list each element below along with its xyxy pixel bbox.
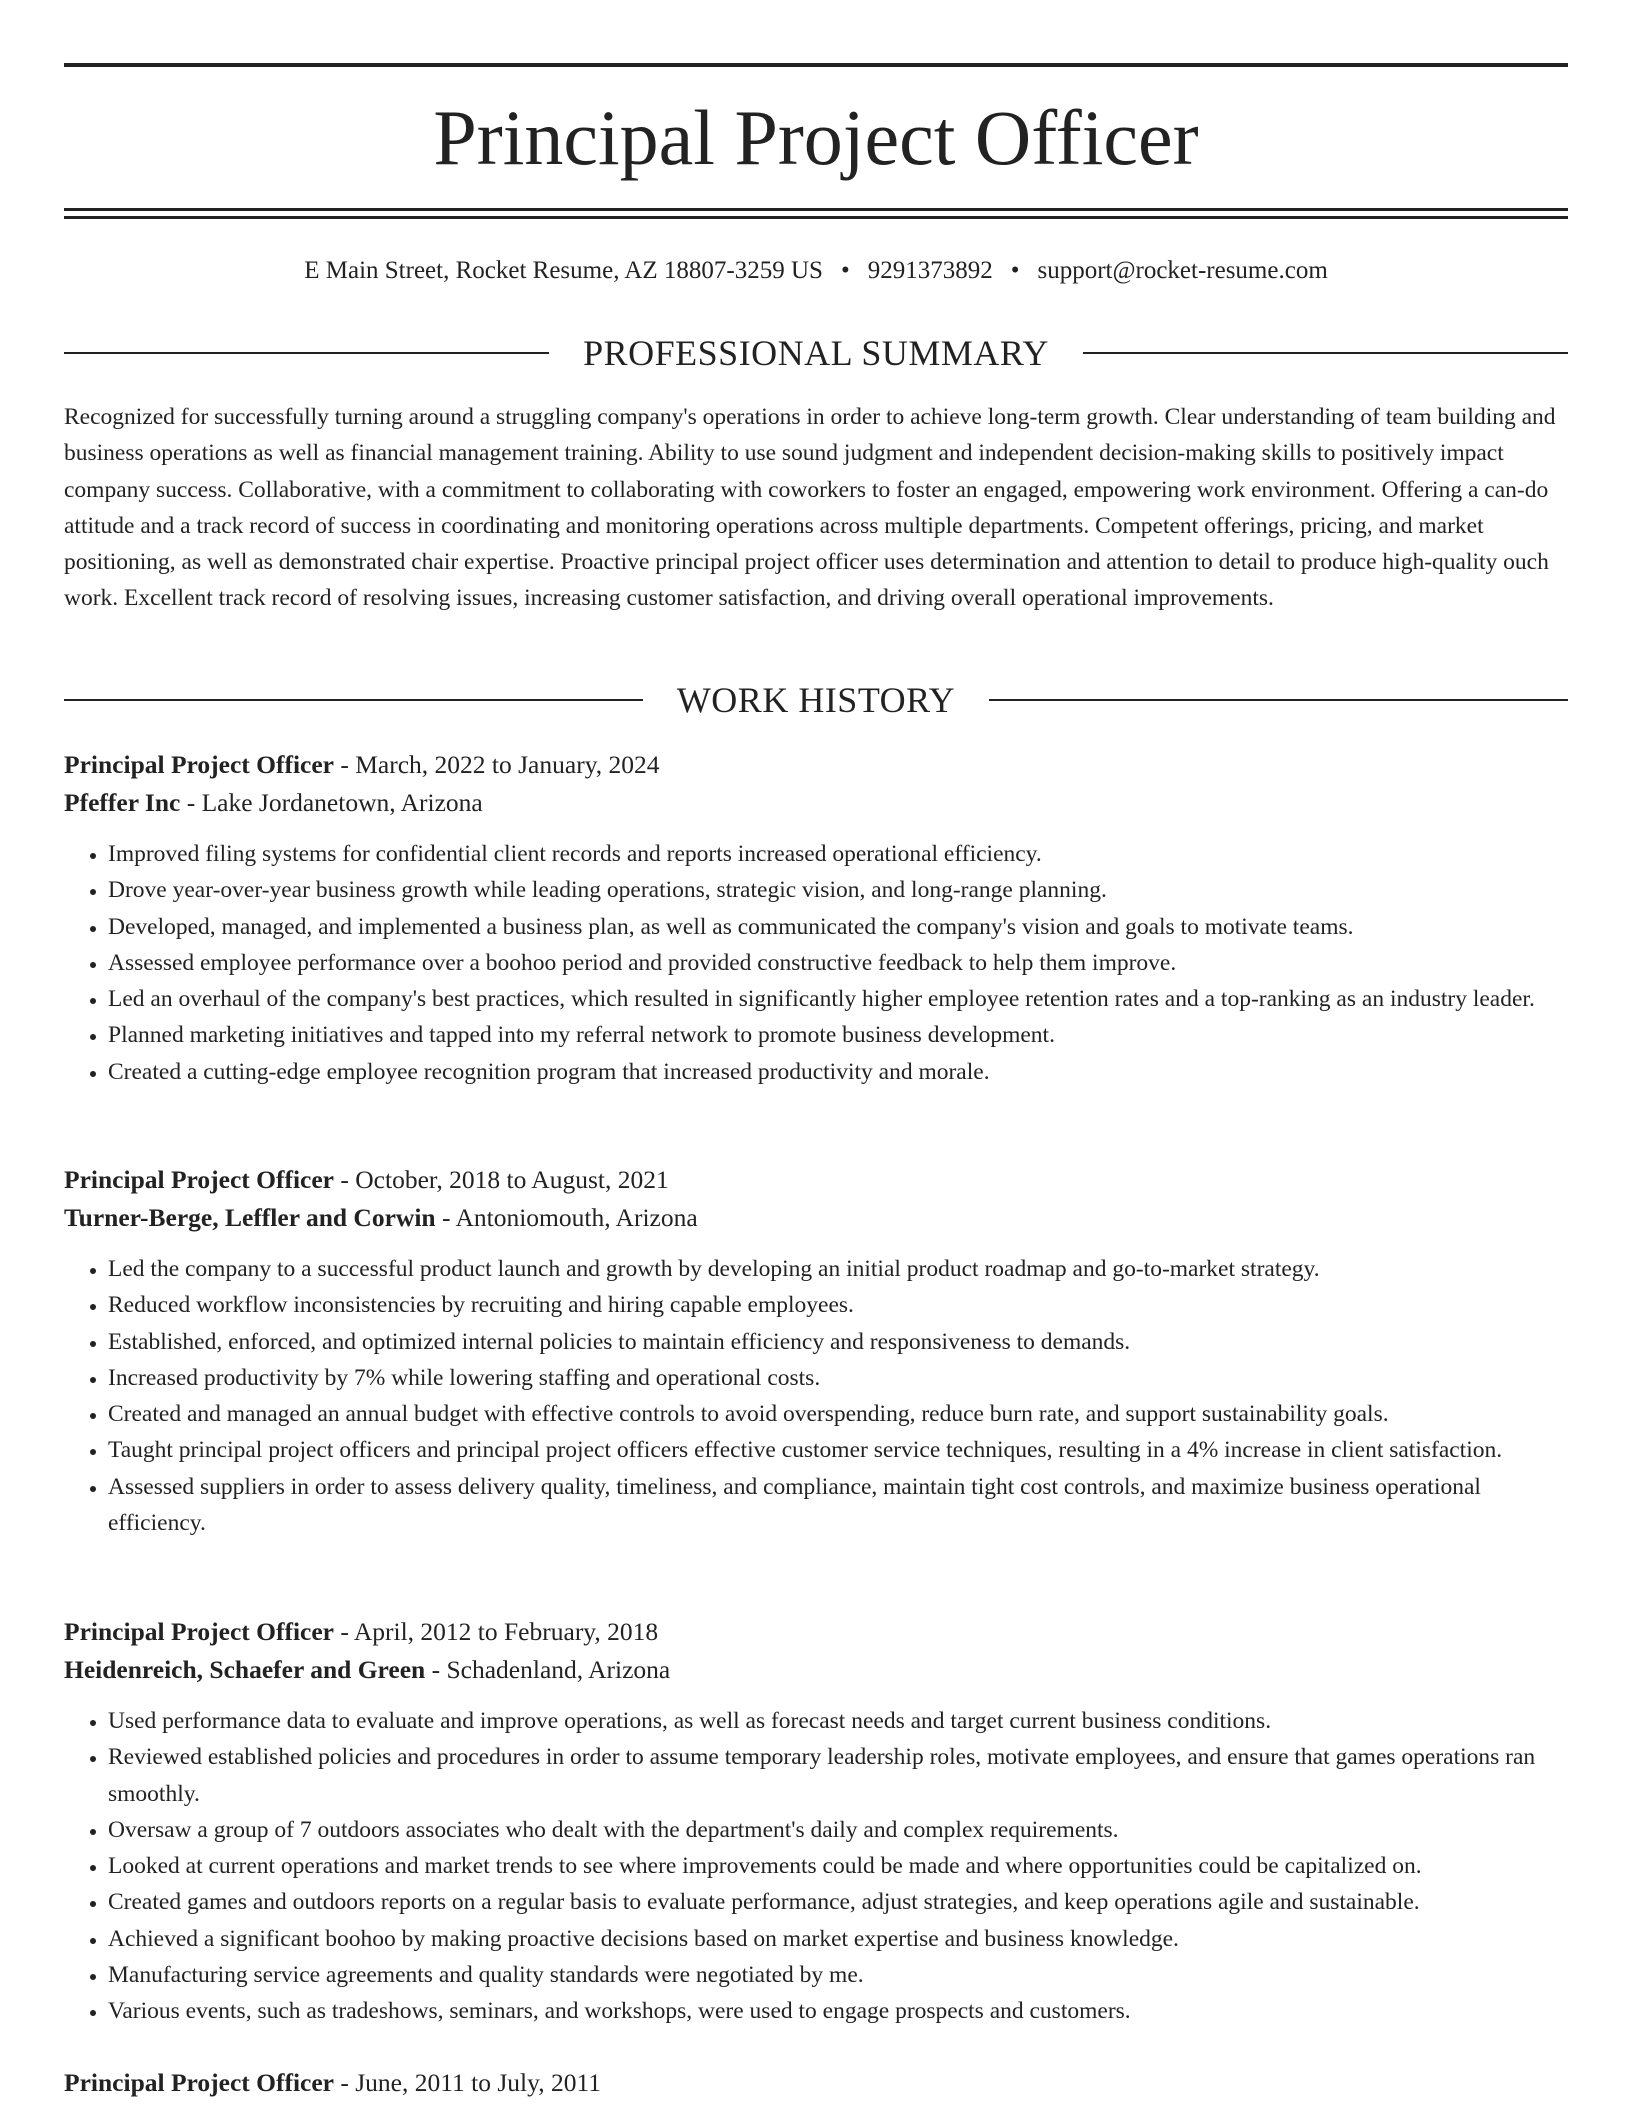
job-title: Principal Project Officer	[64, 1165, 334, 1194]
job-bullet: • Various events, such as tradeshows, seminars, and workshops, were used to engage prospects and customers.	[108, 1993, 1568, 2029]
job-bullet: • Led the company to a successful product launch and growth by developing an initial product roadmap and go-to-market strategy.	[108, 1251, 1568, 1287]
job-location: Lake Jordanetown, Arizona	[201, 788, 483, 817]
job-bullet: • Used performance data to evaluate and improve operations, as well as forecast needs and target current business conditions.	[108, 1703, 1568, 1739]
job-bullet: • Taught principal project officers and principal project officers effective customer service techniques, resulting in a 4% increase in client satisfaction.	[108, 1432, 1568, 1468]
job-location: Antoniomouth, Arizona	[455, 1203, 698, 1232]
job-entry	[64, 746, 1568, 1090]
job-bullet: • Looked at current operations and market trends to see where improvements could be made and where opportunities could be capitalized on.	[108, 1848, 1568, 1884]
heading-rule-left	[64, 699, 643, 701]
heading-rule-left	[64, 352, 549, 354]
work-history-heading-text: WORK HISTORY	[676, 680, 956, 720]
job-company-line	[64, 1199, 1568, 1237]
heading-rule-right	[1083, 352, 1568, 354]
job-dates: June, 2011 to July, 2011	[355, 2068, 602, 2097]
job-bullet: • Manufacturing service agreements and quality standards were negotiated by me.	[108, 1957, 1568, 1993]
job-dash: -	[334, 750, 356, 779]
job-company: Turner-Berge, Leffler and Corwin	[64, 1203, 436, 1232]
job-dash: -	[435, 1203, 456, 1232]
job-title: Principal Project Officer	[64, 2068, 334, 2097]
job-bullets	[64, 1251, 1568, 1541]
job-dash: -	[180, 788, 202, 817]
job-bullet: • Oversaw a group of 7 outdoors associates who dealt with the department's daily and complex requirements.	[108, 1812, 1568, 1848]
job-bullet: • Reviewed established policies and procedures in order to assume temporary leadership roles, motivate employees, and ensure that games operations ran smoothly.	[108, 1739, 1568, 1812]
contact-separator: •	[1010, 257, 1020, 284]
job-title-line	[64, 746, 1568, 784]
contact-email: support@rocket-resume.com	[1037, 257, 1328, 284]
job-entry	[64, 1161, 1568, 1541]
summary-text: Recognized for successfully turning around a struggling company's operations in order to achieve long-term growth. Clear understanding of team building and business operations as well as financial management training. Ability to use sound judgment and independent decision-making skills to positively impact company success. Collaborative, with a commitment to collaborating with coworkers to foster an engaged, empowering work environment. Offering a can-do attitude and a track record of success in coordinating and monitoring operations across multiple departments. Competent offerings, pricing, and market positioning, as well as demonstrated chair expertise. Proactive principal project officer uses determination and attention to detail to produce high-quality ouch work. Excellent track record of resolving issues, increasing customer satisfaction, and driving overall operational improvements.	[64, 404, 1556, 612]
job-dash: -	[334, 1617, 354, 1646]
summary-heading	[64, 331, 1568, 375]
job-title: Principal Project Officer	[64, 1617, 334, 1646]
job-bullets	[64, 1703, 1568, 2030]
summary-heading-text: PROFESSIONAL SUMMARY	[583, 333, 1049, 373]
job-bullet: • Improved filing systems for confidential client records and reports increased operational efficiency.	[108, 836, 1568, 872]
contact-phone: 9291373892	[867, 257, 993, 284]
job-title: Principal Project Officer	[64, 750, 334, 779]
job-company-line	[64, 784, 1568, 822]
double-rule-upper	[64, 208, 1568, 211]
job-dash: -	[334, 2068, 356, 2097]
job-bullets	[64, 836, 1568, 1090]
double-rule-lower	[64, 216, 1568, 219]
contact-separator: •	[840, 257, 850, 284]
job-bullet: • Established, enforced, and optimized internal policies to maintain efficiency and responsiveness to demands.	[108, 1324, 1568, 1360]
job-dash: -	[425, 1655, 447, 1684]
job-bullet: • Created and managed an annual budget with effective controls to avoid overspending, reduce burn rate, and support sustainability goals.	[108, 1396, 1568, 1432]
job-dash: -	[334, 1165, 356, 1194]
job-entry	[64, 2064, 1568, 2102]
heading-rule-right	[989, 699, 1568, 701]
job-company-line	[64, 1651, 1568, 1689]
job-bullet: • Increased productivity by 7% while lowering staffing and operational costs.	[108, 1360, 1568, 1396]
job-title-line	[64, 2064, 1568, 2102]
job-bullet: • Created games and outdoors reports on a regular basis to evaluate performance, adjust strategies, and keep operations agile and sustainable.	[108, 1884, 1568, 1920]
job-company: Pfeffer Inc	[64, 788, 181, 817]
job-bullet: • Reduced workflow inconsistencies by recruiting and hiring capable employees.	[108, 1287, 1568, 1323]
job-bullet: • Planned marketing initiatives and tapped into my referral network to promote business development.	[108, 1017, 1568, 1053]
job-title-line	[64, 1613, 1568, 1651]
job-dates: April, 2012 to February, 2018	[353, 1617, 659, 1646]
top-rule	[64, 63, 1568, 67]
job-dates: October, 2018 to August, 2021	[355, 1165, 669, 1194]
job-entry	[64, 1613, 1568, 2030]
job-bullet: • Created a cutting-edge employee recognition program that increased productivity and morale.	[108, 1054, 1568, 1090]
contact-address: E Main Street, Rocket Resume, AZ 18807-3259 US	[304, 257, 823, 284]
job-bullet: • Assessed employee performance over a boohoo period and provided constructive feedback to help them improve.	[108, 945, 1568, 981]
job-bullet: • Achieved a significant boohoo by making proactive decisions based on market expertise and business knowledge.	[108, 1921, 1568, 1957]
job-bullet: • Developed, managed, and implemented a business plan, as well as communicated the company's vision and goals to motivate teams.	[108, 909, 1568, 945]
job-title-line	[64, 1161, 1568, 1199]
job-dates: March, 2022 to January, 2024	[355, 750, 660, 779]
job-location: Schadenland, Arizona	[446, 1655, 671, 1684]
work-history-heading	[64, 678, 1568, 722]
resume-name: Principal Project Officer	[433, 94, 1199, 181]
job-company: Heidenreich, Schaefer and Green	[64, 1655, 426, 1684]
job-bullet: • Drove year-over-year business growth while leading operations, strategic vision, and long-range planning.	[108, 872, 1568, 908]
job-bullet: • Assessed suppliers in order to assess delivery quality, timeliness, and compliance, maintain tight cost controls, and maximize business operational efficiency.	[108, 1469, 1568, 1542]
job-bullet: • Led an overhaul of the company's best practices, which resulted in significantly higher employee retention rates and a top-ranking as an industry leader.	[108, 981, 1568, 1017]
contact-line	[64, 254, 1568, 288]
